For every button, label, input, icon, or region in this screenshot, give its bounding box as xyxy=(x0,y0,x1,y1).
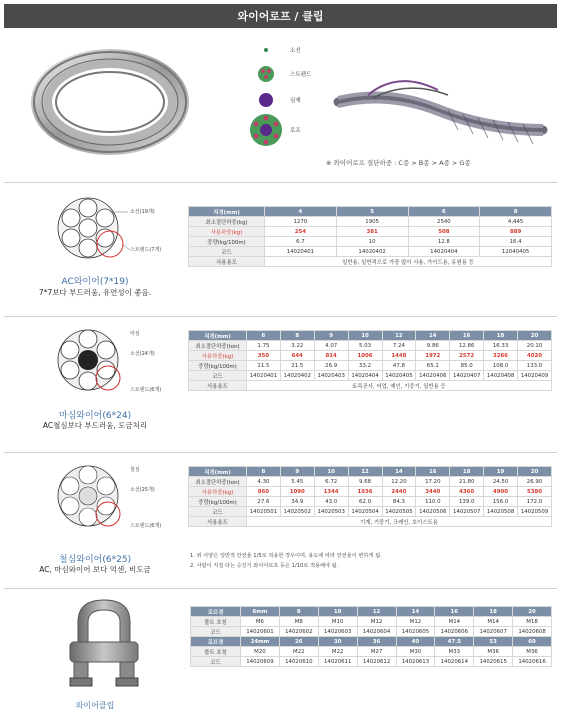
row-label: 최소절단하중(ton) xyxy=(189,477,247,487)
table-cell: 14020611 xyxy=(318,657,357,667)
table-cell: 34.9 xyxy=(280,497,314,507)
header-cell: 4 xyxy=(265,207,337,217)
header-cell: 18 xyxy=(474,607,513,617)
table-cell: 14020405 xyxy=(382,371,416,381)
breaking-load-note: ※ 와이어로프 절단하중 : C종 > B종 > A종 > G종 xyxy=(326,159,471,167)
header-cell: 18 xyxy=(450,467,484,477)
legend-label-strand: 스트랜드 xyxy=(290,72,312,78)
wire-rope-coil-image xyxy=(30,40,190,160)
table-cell: 14020503 xyxy=(314,507,348,517)
table-cell: 기계, 기중기, 크레인, 호이스트용 xyxy=(247,517,552,527)
table-cell: 9.68 xyxy=(348,477,382,487)
hemp-label-wires: 소선(24개) xyxy=(130,351,155,357)
table-cell: 3.22 xyxy=(280,341,314,351)
table-cell: 14020606 xyxy=(435,627,474,637)
header-cell: 14 xyxy=(382,467,416,477)
table-cell: 2540 xyxy=(408,217,480,227)
table-cell: 14020504 xyxy=(348,507,382,517)
table-cell: 2440 xyxy=(382,487,416,497)
header-cell: 로프경 xyxy=(191,607,241,617)
table-cell: 26.9 xyxy=(314,361,348,371)
table-cell: 16.4 xyxy=(480,237,552,247)
header-cell: 24mm xyxy=(241,637,280,647)
table-cell: 6.72 xyxy=(314,477,348,487)
row-label: 사용하중(kg) xyxy=(189,351,247,361)
table-cell: 14020507 xyxy=(450,507,484,517)
table-cell: 24.50 xyxy=(484,477,518,487)
table-cell: 33.2 xyxy=(348,361,382,371)
table-cell: M22 xyxy=(279,647,318,657)
table-cell: 5.45 xyxy=(280,477,314,487)
table-cell: 172.0 xyxy=(518,497,552,507)
table-cell: 14020502 xyxy=(280,507,314,517)
table-cell: M10 xyxy=(318,617,357,627)
table-row xyxy=(189,371,552,381)
table-cell: 14020607 xyxy=(474,627,513,637)
table-row xyxy=(189,341,552,351)
table-cell: 10 xyxy=(336,237,408,247)
divider xyxy=(4,316,557,317)
table-cell: 11.5 xyxy=(247,361,281,371)
table-cell: M8 xyxy=(279,617,318,627)
table-cell: 16.33 xyxy=(484,341,518,351)
header-cell: 6 xyxy=(408,207,480,217)
table-cell: 3440 xyxy=(416,487,450,497)
header-cell: 12 xyxy=(348,467,382,477)
row-label: 중량(kg/100m) xyxy=(189,361,247,371)
row-label: 코드 xyxy=(191,657,241,667)
table-cell: 2572 xyxy=(450,351,484,361)
ac-spec-table xyxy=(188,206,552,267)
table-cell: 14020505 xyxy=(382,507,416,517)
table-cell: M36 xyxy=(513,647,552,657)
table-row xyxy=(189,257,552,267)
table-cell: 14020408 xyxy=(484,371,518,381)
table-cell: 4,445 xyxy=(480,217,552,227)
table-cell: 4360 xyxy=(450,487,484,497)
legend-label-wire: 소선 xyxy=(290,48,301,54)
table-cell: 14020601 xyxy=(241,627,280,637)
table-row xyxy=(189,381,552,391)
table-cell: M14 xyxy=(474,617,513,627)
table-cell: 644 xyxy=(280,351,314,361)
table-cell: 1936 xyxy=(348,487,382,497)
table-row xyxy=(189,361,552,371)
header-cell: 9 xyxy=(314,331,348,341)
table-header-row xyxy=(189,467,552,477)
header-cell: 60 xyxy=(513,637,552,647)
divider xyxy=(4,182,557,183)
table-row xyxy=(191,657,552,667)
table-cell: 14020402 xyxy=(336,247,408,257)
divider xyxy=(4,452,557,453)
table-cell: 133.0 xyxy=(518,361,552,371)
table-cell: 14020402 xyxy=(280,371,314,381)
header-cell: 53 xyxy=(474,637,513,647)
table-cell: 85.0 xyxy=(450,361,484,371)
table-cell: 27.6 xyxy=(247,497,281,507)
row-label: 사용하중(kg) xyxy=(189,487,247,497)
table-cell: 14020404 xyxy=(408,247,480,257)
table-cell: 토목공사, 어업, 예인, 기중기, 일반용 등 xyxy=(247,381,552,391)
header-cell: 40 xyxy=(396,637,435,647)
table-cell: 14020404 xyxy=(348,371,382,381)
row-label: 사용용도 xyxy=(189,517,247,527)
table-cell: M18 xyxy=(513,617,552,627)
hemp-label-strands: 스트랜드(6개) xyxy=(130,387,162,393)
header-cell: 16 xyxy=(450,331,484,341)
row-label: 볼트 호칭 xyxy=(191,647,241,657)
table-cell: 12.20 xyxy=(382,477,416,487)
rope-structure-icons xyxy=(250,40,320,160)
table-cell: 14020605 xyxy=(396,627,435,637)
table-cell: 4900 xyxy=(484,487,518,497)
clip-spec-table xyxy=(190,606,552,667)
hemp-core-wire-section xyxy=(0,320,561,450)
table-row xyxy=(189,247,552,257)
table-cell: 6.7 xyxy=(265,237,337,247)
table-row xyxy=(191,627,552,637)
table-cell: 47.8 xyxy=(382,361,416,371)
page-title: 와이어로프 / 클립 xyxy=(4,4,557,28)
header-cell: 14 xyxy=(396,607,435,617)
table-cell: 21.80 xyxy=(450,477,484,487)
row-label: 볼트 호칭 xyxy=(191,617,241,627)
table-cell: M12 xyxy=(396,617,435,627)
table-cell: 1344 xyxy=(314,487,348,497)
table-row xyxy=(189,487,552,497)
table-cell: 14020614 xyxy=(435,657,474,667)
row-label: 코드 xyxy=(191,627,241,637)
header-cell: 47.5 xyxy=(435,637,474,647)
table-row xyxy=(189,517,552,527)
table-row xyxy=(189,497,552,507)
table-row xyxy=(189,351,552,361)
steel-core-wire-section xyxy=(0,456,561,584)
header-cell: 5 xyxy=(336,207,408,217)
table-cell: 14020509 xyxy=(518,507,552,517)
table-cell: 1448 xyxy=(382,351,416,361)
hemp-label-core: 마심 xyxy=(130,331,140,337)
table-cell: 1270 xyxy=(265,217,337,227)
row-label: 코드 xyxy=(189,507,247,517)
table-cell: 17.20 xyxy=(416,477,450,487)
header-cell: 직경(mm) xyxy=(189,207,265,217)
rope-cutaway-diagram xyxy=(328,50,548,160)
table-cell: 일반용, 일반적으로 가장 많이 사용, 가이드용, 유원용 등 xyxy=(265,257,552,267)
legend-label-rope: 로프 xyxy=(290,128,301,134)
table-cell: M6 xyxy=(241,617,280,627)
table-cell: M27 xyxy=(357,647,396,657)
row-label: 코드 xyxy=(189,247,265,257)
ac-label-strands: 스트랜드(7개) xyxy=(130,247,162,253)
header-cell: 10 xyxy=(348,331,382,341)
table-cell: M14 xyxy=(435,617,474,627)
table-cell: 14020602 xyxy=(279,627,318,637)
header-cell: 20 xyxy=(518,331,552,341)
header-cell: 30 xyxy=(318,637,357,647)
ac-wire-cross-section-image xyxy=(48,192,158,264)
table-cell: 14020603 xyxy=(318,627,357,637)
table-cell: 14020403 xyxy=(314,371,348,381)
header-cell: 26 xyxy=(279,637,318,647)
ac-wire-description: 7*7보다 부드러움, 유연성이 좋음. xyxy=(38,288,152,297)
table-cell: M33 xyxy=(435,647,474,657)
table-cell: 26.90 xyxy=(518,477,552,487)
table-cell: 350 xyxy=(247,351,281,361)
header-cell: 직경(mm) xyxy=(189,331,247,341)
table-header-row xyxy=(191,637,552,647)
table-cell: 860 xyxy=(247,487,281,497)
table-row xyxy=(189,477,552,487)
header-cell: 14 xyxy=(416,331,450,341)
table-cell: 1006 xyxy=(348,351,382,361)
table-cell: 12040405 xyxy=(480,247,552,257)
row-label: 중량(kg/100m) xyxy=(189,237,265,247)
table-cell: 14020613 xyxy=(396,657,435,667)
table-cell: 14020406 xyxy=(416,371,450,381)
hero-section xyxy=(0,32,561,180)
table-cell: 1972 xyxy=(416,351,450,361)
header-cell: 8 xyxy=(280,331,314,341)
footnote-2: 2. 사람이 직접 타는 승강기 와이어로프 등은 1/10로 적용해야 됨. xyxy=(190,563,339,569)
header-cell: 19 xyxy=(484,467,518,477)
steel-label-core: 철심 xyxy=(130,467,140,473)
footnote-1: 1. 위 사양은 일반적 안전율 1/5로 적용한 경우이며, 용도에 따라 안전율이 변하게 됨. xyxy=(190,553,382,559)
ac-wire-name: AC와이어(7*19) xyxy=(61,277,129,287)
table-cell: M36 xyxy=(474,647,513,657)
table-header-row xyxy=(189,331,552,341)
table-cell: 43.0 xyxy=(314,497,348,507)
header-cell: 8 xyxy=(279,607,318,617)
table-cell: 4.07 xyxy=(314,341,348,351)
table-cell: 508 xyxy=(408,227,480,237)
row-label: 최소절단하중(kg) xyxy=(189,217,265,227)
header-cell: 6mm xyxy=(241,607,280,617)
table-cell: 5.03 xyxy=(348,341,382,351)
table-cell: 12.86 xyxy=(450,341,484,351)
table-cell: 14020604 xyxy=(357,627,396,637)
table-cell: 254 xyxy=(265,227,337,237)
table-cell: 9.86 xyxy=(416,341,450,351)
header-cell: 10 xyxy=(318,607,357,617)
table-cell: 108.0 xyxy=(484,361,518,371)
header-cell: 9 xyxy=(280,467,314,477)
hemp-wire-name: 마심와이어(6*24) xyxy=(58,411,132,421)
table-cell: 14020508 xyxy=(484,507,518,517)
table-cell: 1090 xyxy=(280,487,314,497)
table-cell: 110.0 xyxy=(416,497,450,507)
table-cell: 14020401 xyxy=(265,247,337,257)
row-label: 사용하중(kg) xyxy=(189,227,265,237)
table-cell: 14020501 xyxy=(247,507,281,517)
header-cell: 12 xyxy=(357,607,396,617)
table-cell: 814 xyxy=(314,351,348,361)
divider xyxy=(4,588,557,589)
wire-clip-image xyxy=(56,592,152,692)
row-label: 코드 xyxy=(189,371,247,381)
table-cell: 14020610 xyxy=(279,657,318,667)
table-cell: 14020407 xyxy=(450,371,484,381)
table-cell: 7.24 xyxy=(382,341,416,351)
table-row xyxy=(189,217,552,227)
hemp-spec-table xyxy=(188,330,552,391)
header-cell: 36 xyxy=(357,637,396,647)
legend-label-core: 심재 xyxy=(290,98,301,104)
header-cell: 16 xyxy=(416,467,450,477)
header-cell: 20 xyxy=(513,607,552,617)
wire-clip-name: 와이어클립 xyxy=(75,701,115,710)
table-cell: 14020409 xyxy=(518,371,552,381)
table-row xyxy=(189,507,552,517)
table-cell: M30 xyxy=(396,647,435,657)
table-cell: 889 xyxy=(480,227,552,237)
table-cell: 4020 xyxy=(518,351,552,361)
table-cell: 12.8 xyxy=(408,237,480,247)
header-cell: 18 xyxy=(484,331,518,341)
header-cell: 로프경 xyxy=(191,637,241,647)
table-cell: 20.10 xyxy=(518,341,552,351)
table-cell: 14020608 xyxy=(513,627,552,637)
header-cell: 20 xyxy=(518,467,552,477)
ac-label-wires: 소선(19개) xyxy=(130,209,155,215)
table-row xyxy=(189,237,552,247)
header-cell: 6 xyxy=(247,331,281,341)
ac-wire-section xyxy=(0,186,561,314)
table-cell: 62.0 xyxy=(348,497,382,507)
header-cell: 12 xyxy=(382,331,416,341)
row-label: 사용용도 xyxy=(189,257,265,267)
table-cell: 14020506 xyxy=(416,507,450,517)
table-cell: 14020612 xyxy=(357,657,396,667)
steel-spec-table xyxy=(188,466,552,527)
table-cell: 84.3 xyxy=(382,497,416,507)
table-cell: 139.0 xyxy=(450,497,484,507)
table-cell: 1905 xyxy=(336,217,408,227)
header-cell: 8 xyxy=(480,207,552,217)
row-label: 최소절단하중(ton) xyxy=(189,341,247,351)
table-cell: M22 xyxy=(318,647,357,657)
steel-label-strands: 스트랜드(6개) xyxy=(130,523,162,529)
table-cell: 21.5 xyxy=(280,361,314,371)
table-cell: M12 xyxy=(357,617,396,627)
table-header-row xyxy=(191,607,552,617)
table-cell: 156.0 xyxy=(484,497,518,507)
steel-label-wires: 소선(25개) xyxy=(130,487,155,493)
hemp-wire-description: AC철심보다 부드러움, 도금처리 xyxy=(42,421,148,430)
header-cell: 10 xyxy=(314,467,348,477)
header-cell: 16 xyxy=(435,607,474,617)
table-cell: 14020615 xyxy=(474,657,513,667)
table-cell: 14020609 xyxy=(241,657,280,667)
table-cell: M20 xyxy=(241,647,280,657)
table-cell: 381 xyxy=(336,227,408,237)
table-cell: 4.30 xyxy=(247,477,281,487)
table-cell: 65.1 xyxy=(416,361,450,371)
table-row xyxy=(189,227,552,237)
table-row xyxy=(191,617,552,627)
table-header-row xyxy=(189,207,552,217)
table-cell: 14020401 xyxy=(247,371,281,381)
row-label: 중량(kg/100m) xyxy=(189,497,247,507)
table-cell: 14020616 xyxy=(513,657,552,667)
row-label: 사용용도 xyxy=(189,381,247,391)
header-cell: 직경(mm) xyxy=(189,467,247,477)
steel-wire-description: AC, 마심와이어 보다 억센, 비도금 xyxy=(39,565,151,574)
table-cell: 3266 xyxy=(484,351,518,361)
table-row xyxy=(191,647,552,657)
table-cell: 1.75 xyxy=(247,341,281,351)
steel-wire-name: 철심와이어(6*25) xyxy=(58,555,132,565)
table-cell: 5380 xyxy=(518,487,552,497)
header-cell: 8 xyxy=(247,467,281,477)
